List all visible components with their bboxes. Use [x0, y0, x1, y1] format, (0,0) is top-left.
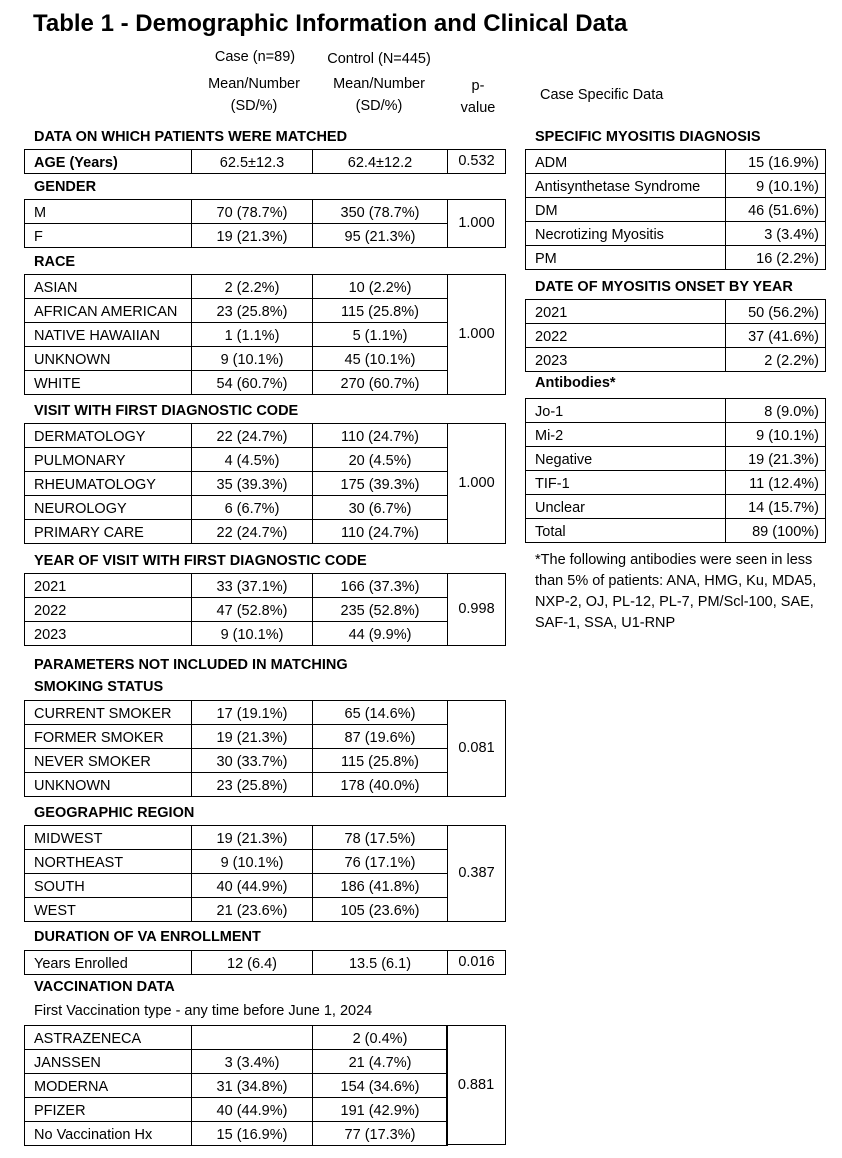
- row-label: JANSSEN: [25, 1050, 192, 1074]
- case-value: 1 (1.1%): [192, 323, 313, 347]
- row-value: 46 (51.6%): [726, 198, 826, 222]
- race-table: [24, 274, 506, 395]
- row-label: CURRENT SMOKER: [25, 701, 192, 725]
- row-label: WHITE: [25, 371, 192, 395]
- case-value: 6 (6.7%): [192, 496, 313, 520]
- control-value: 235 (52.8%): [313, 598, 448, 622]
- control-value: 20 (4.5%): [313, 448, 448, 472]
- page-title: Table 1 - Demographic Information and Clinical Data: [33, 10, 628, 37]
- case-value: 47 (52.8%): [192, 598, 313, 622]
- row-label: Unclear: [526, 495, 726, 519]
- case-value: 62.5±12.3: [192, 150, 313, 174]
- control-value: 65 (14.6%): [313, 701, 448, 725]
- p-value: 1.000: [448, 200, 506, 248]
- section-visit-title: VISIT WITH FIRST DIAGNOSTIC CODE: [34, 403, 299, 419]
- table-row: [526, 495, 826, 519]
- row-label: PRIMARY CARE: [25, 520, 192, 544]
- control-value: 10 (2.2%): [313, 275, 448, 299]
- row-value: 16 (2.2%): [726, 246, 826, 270]
- row-label: SOUTH: [25, 874, 192, 898]
- row-label: Total: [526, 519, 726, 543]
- control-stat-header: Mean/Number (SD/%): [333, 76, 425, 114]
- table-row: [25, 826, 506, 850]
- row-label: PULMONARY: [25, 448, 192, 472]
- row-label: DERMATOLOGY: [25, 424, 192, 448]
- section-vaccination-title: VACCINATION DATA: [34, 979, 175, 995]
- section-antibodies-title: Antibodies*: [535, 375, 616, 391]
- table-row: [25, 850, 506, 874]
- table-row: [526, 246, 826, 270]
- control-value: 45 (10.1%): [313, 347, 448, 371]
- row-label: 2021: [526, 300, 726, 324]
- row-label: WEST: [25, 898, 192, 922]
- section-year-visit-title: YEAR OF VISIT WITH FIRST DIAGNOSTIC CODE: [34, 553, 367, 569]
- control-value: 178 (40.0%): [313, 773, 448, 797]
- table-row: [25, 701, 506, 725]
- case-value: 23 (25.8%): [192, 299, 313, 323]
- control-value: 87 (19.6%): [313, 725, 448, 749]
- row-label: Mi-2: [526, 423, 726, 447]
- vaccination-pvalue-table: [446, 1025, 506, 1145]
- region-table: [24, 825, 506, 922]
- table-row: [25, 874, 506, 898]
- case-value: 19 (21.3%): [192, 826, 313, 850]
- case-group-header: Case (n=89): [214, 49, 296, 65]
- row-value: 8 (9.0%): [726, 399, 826, 423]
- age-table: [24, 149, 506, 174]
- p-value: 0.387: [448, 826, 506, 922]
- table-row: [526, 423, 826, 447]
- control-value: 115 (25.8%): [313, 749, 448, 773]
- control-value: 30 (6.7%): [313, 496, 448, 520]
- row-label: UNKNOWN: [25, 773, 192, 797]
- row-label: NEVER SMOKER: [25, 749, 192, 773]
- table-row: [25, 424, 506, 448]
- antibodies-footnote: *The following antibodies were seen in less than 5% of patients: ANA, HMG, Ku, MDA5, NXP-2, OJ, PL-12, PL-7, PM/Scl-100, SAE, SAF-1, SSA, U1-RNP: [535, 552, 817, 631]
- row-label: PM: [526, 246, 726, 270]
- section-race-title: RACE: [34, 254, 76, 270]
- case-value: 22 (24.7%): [192, 520, 313, 544]
- table-row: [25, 323, 506, 347]
- row-label: 2022: [526, 324, 726, 348]
- control-value: 110 (24.7%): [313, 520, 448, 544]
- table-row: [25, 773, 506, 797]
- table-row: [526, 222, 826, 246]
- control-value: 62.4±12.2: [313, 150, 448, 174]
- table-row: [25, 622, 506, 646]
- gender-table: [24, 199, 506, 248]
- table-row: [25, 725, 506, 749]
- row-value: 50 (56.2%): [726, 300, 826, 324]
- row-value: 9 (10.1%): [726, 423, 826, 447]
- section-diagnosis-title: SPECIFIC MYOSITIS DIAGNOSIS: [535, 129, 761, 145]
- case-value: 22 (24.7%): [192, 424, 313, 448]
- table-row: [526, 471, 826, 495]
- row-label: No Vaccination Hx: [25, 1122, 192, 1146]
- pvalue-header: p- value: [460, 78, 496, 116]
- p-value: 0.016: [448, 951, 506, 975]
- table-row: [526, 348, 826, 372]
- control-value: 175 (39.3%): [313, 472, 448, 496]
- table-row: [526, 324, 826, 348]
- row-label: MODERNA: [25, 1074, 192, 1098]
- case-value: 35 (39.3%): [192, 472, 313, 496]
- smoking-table: [24, 700, 506, 797]
- control-value: 21 (4.7%): [313, 1050, 448, 1074]
- table-row: [25, 371, 506, 395]
- visit-table: [24, 423, 506, 544]
- row-label: AGE (Years): [25, 150, 192, 174]
- section-matched-title: DATA ON WHICH PATIENTS WERE MATCHED: [34, 129, 348, 145]
- table-row: [25, 472, 506, 496]
- case-value: 30 (33.7%): [192, 749, 313, 773]
- section-not-matched-title: PARAMETERS NOT INCLUDED IN MATCHING: [34, 657, 348, 673]
- diagnosis-table: [525, 149, 826, 270]
- row-value: 15 (16.9%): [726, 150, 826, 174]
- row-label: 2023: [25, 622, 192, 646]
- row-label: NORTHEAST: [25, 850, 192, 874]
- table-row: [25, 496, 506, 520]
- case-value: 12 (6.4): [192, 951, 313, 975]
- case-value: 15 (16.9%): [192, 1122, 313, 1146]
- control-value: 115 (25.8%): [313, 299, 448, 323]
- row-label: M: [25, 200, 192, 224]
- row-label: AFRICAN AMERICAN: [25, 299, 192, 323]
- row-value: 3 (3.4%): [726, 222, 826, 246]
- control-value: 105 (23.6%): [313, 898, 448, 922]
- table-row: [526, 300, 826, 324]
- case-value: 4 (4.5%): [192, 448, 313, 472]
- table-row: [526, 399, 826, 423]
- antibodies-table: [525, 398, 826, 543]
- case-value: 54 (60.7%): [192, 371, 313, 395]
- vaccination-table: [24, 1025, 448, 1146]
- table-row: [25, 1122, 448, 1146]
- row-label: F: [25, 224, 192, 248]
- table-row: [25, 598, 506, 622]
- row-value: 14 (15.7%): [726, 495, 826, 519]
- table-row: [25, 224, 506, 248]
- p-value: 0.081: [448, 701, 506, 797]
- case-value: [192, 1026, 313, 1050]
- control-value: 110 (24.7%): [313, 424, 448, 448]
- row-label: 2022: [25, 598, 192, 622]
- table-row: [25, 898, 506, 922]
- control-value: 77 (17.3%): [313, 1122, 448, 1146]
- row-label: 2021: [25, 574, 192, 598]
- case-value: 40 (44.9%): [192, 1098, 313, 1122]
- case-stat-header: Mean/Number (SD/%): [208, 76, 300, 114]
- row-label: NATIVE HAWAIIAN: [25, 323, 192, 347]
- row-label: ADM: [526, 150, 726, 174]
- row-label: Negative: [526, 447, 726, 471]
- row-label: NEUROLOGY: [25, 496, 192, 520]
- table-row: [25, 448, 506, 472]
- section-region-title: GEOGRAPHIC REGION: [34, 805, 195, 821]
- vaccination-subtitle: First Vaccination type - any time before June 1, 2024: [34, 1003, 373, 1019]
- table-row: [25, 951, 506, 975]
- table-row: [25, 1098, 448, 1122]
- row-label: ASIAN: [25, 275, 192, 299]
- case-value: 19 (21.3%): [192, 725, 313, 749]
- row-label: UNKNOWN: [25, 347, 192, 371]
- case-value: 33 (37.1%): [192, 574, 313, 598]
- table-row: [526, 150, 826, 174]
- case-value: 2 (2.2%): [192, 275, 313, 299]
- row-label: ASTRAZENECA: [25, 1026, 192, 1050]
- row-label: Jo-1: [526, 399, 726, 423]
- row-label: DM: [526, 198, 726, 222]
- row-label: TIF-1: [526, 471, 726, 495]
- table-row: [526, 447, 826, 471]
- case-value: 19 (21.3%): [192, 224, 313, 248]
- section-onset-title: DATE OF MYOSITIS ONSET BY YEAR: [535, 279, 793, 295]
- control-value: 270 (60.7%): [313, 371, 448, 395]
- control-value: 166 (37.3%): [313, 574, 448, 598]
- row-label: MIDWEST: [25, 826, 192, 850]
- row-label: FORMER SMOKER: [25, 725, 192, 749]
- section-smoking-title: SMOKING STATUS: [34, 679, 164, 695]
- row-label: 2023: [526, 348, 726, 372]
- case-value: 31 (34.8%): [192, 1074, 313, 1098]
- p-value: 0.881: [447, 1026, 506, 1145]
- row-value: 11 (12.4%): [726, 471, 826, 495]
- p-value: 1.000: [448, 275, 506, 395]
- section-gender-title: GENDER: [34, 179, 97, 195]
- table-row: [25, 275, 506, 299]
- control-value: 350 (78.7%): [313, 200, 448, 224]
- case-value: 40 (44.9%): [192, 874, 313, 898]
- control-value: 95 (21.3%): [313, 224, 448, 248]
- case-value: 21 (23.6%): [192, 898, 313, 922]
- table-row: [25, 200, 506, 224]
- control-group-header: Control (N=445): [327, 51, 431, 67]
- control-value: 154 (34.6%): [313, 1074, 448, 1098]
- table-row: [25, 574, 506, 598]
- p-value: 0.998: [448, 574, 506, 646]
- case-value: 9 (10.1%): [192, 347, 313, 371]
- row-value: 37 (41.6%): [726, 324, 826, 348]
- row-value: 9 (10.1%): [726, 174, 826, 198]
- control-value: 76 (17.1%): [313, 850, 448, 874]
- row-value: 19 (21.3%): [726, 447, 826, 471]
- table-row: [25, 347, 506, 371]
- row-label: RHEUMATOLOGY: [25, 472, 192, 496]
- case-specific-header: Case Specific Data: [540, 87, 664, 103]
- case-value: 9 (10.1%): [192, 622, 313, 646]
- table-row: [526, 174, 826, 198]
- p-value: 1.000: [448, 424, 506, 544]
- row-value: 89 (100%): [726, 519, 826, 543]
- table-row: [25, 749, 506, 773]
- case-value: 3 (3.4%): [192, 1050, 313, 1074]
- control-value: 191 (42.9%): [313, 1098, 448, 1122]
- row-label: Years Enrolled: [25, 951, 192, 975]
- row-label: PFIZER: [25, 1098, 192, 1122]
- control-value: 2 (0.4%): [313, 1026, 448, 1050]
- section-enrollment-title: DURATION OF VA ENROLLMENT: [34, 929, 261, 945]
- table-row: [25, 520, 506, 544]
- row-value: 2 (2.2%): [726, 348, 826, 372]
- case-value: 9 (10.1%): [192, 850, 313, 874]
- table-row: [25, 150, 506, 174]
- row-label: Necrotizing Myositis: [526, 222, 726, 246]
- table-row: [25, 299, 506, 323]
- case-value: 23 (25.8%): [192, 773, 313, 797]
- row-label: Antisynthetase Syndrome: [526, 174, 726, 198]
- table-row: [447, 1026, 506, 1145]
- control-value: 78 (17.5%): [313, 826, 448, 850]
- enrollment-table: [24, 950, 506, 975]
- table-row: [25, 1074, 448, 1098]
- table-row: [526, 519, 826, 543]
- control-value: 44 (9.9%): [313, 622, 448, 646]
- onset-table: [525, 299, 826, 372]
- control-value: 13.5 (6.1): [313, 951, 448, 975]
- case-value: 17 (19.1%): [192, 701, 313, 725]
- table-row: [25, 1050, 448, 1074]
- control-value: 186 (41.8%): [313, 874, 448, 898]
- case-value: 70 (78.7%): [192, 200, 313, 224]
- control-value: 5 (1.1%): [313, 323, 448, 347]
- year-visit-table: [24, 573, 506, 646]
- table-row: [526, 198, 826, 222]
- table-row: [25, 1026, 448, 1050]
- p-value: 0.532: [448, 150, 506, 174]
